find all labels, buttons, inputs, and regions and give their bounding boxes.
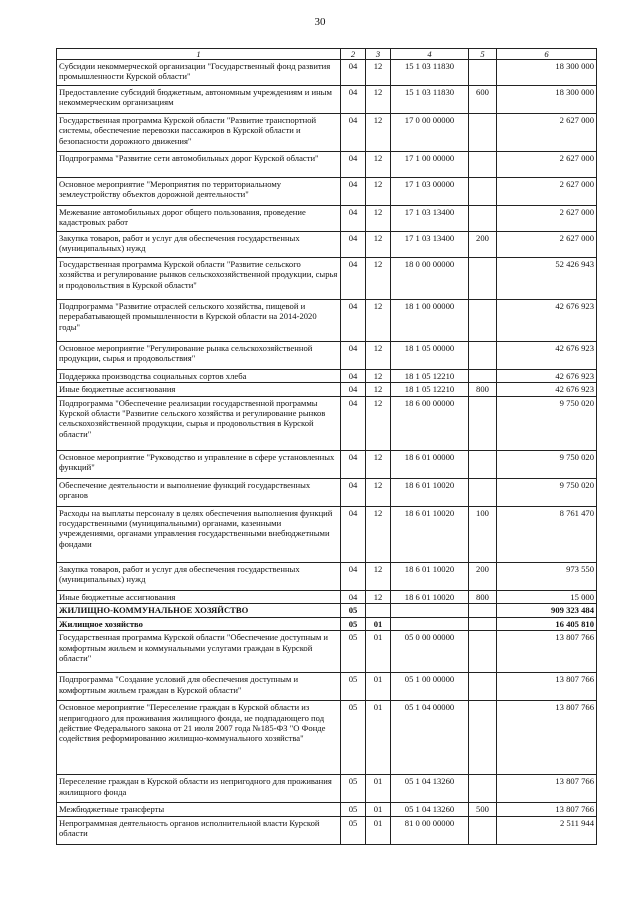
row-section-cell: 04	[341, 114, 366, 152]
row-target-article-cell: 17 1 03 00000	[391, 178, 469, 206]
row-name-cell: Государственная программа Курской области "Обеспечение доступным и комфортным жильем и коммунальными услугами граждан в Курской области"	[57, 631, 341, 673]
row-name-cell: Жилищное хозяйство	[57, 617, 341, 630]
table-body	[57, 60, 597, 845]
row-subsection-cell: 12	[366, 370, 391, 383]
row-expense-type-cell	[469, 816, 497, 844]
row-amount-cell: 9 750 020	[497, 450, 597, 478]
table-row	[57, 673, 597, 701]
table-row	[57, 86, 597, 114]
row-subsection-cell: 01	[366, 673, 391, 701]
row-section-cell: 05	[341, 673, 366, 701]
row-section-cell: 04	[341, 383, 366, 396]
row-amount-cell: 13 807 766	[497, 631, 597, 673]
row-target-article-cell: 05 1 04 13260	[391, 775, 469, 803]
row-section-cell: 05	[341, 803, 366, 816]
row-subsection-cell: 12	[366, 258, 391, 300]
row-target-article-cell: 05 0 00 00000	[391, 631, 469, 673]
row-expense-type-cell	[469, 673, 497, 701]
header-col-4: 4	[391, 49, 469, 60]
row-target-article-cell: 17 0 00 00000	[391, 114, 469, 152]
row-target-article-cell: 05 1 04 00000	[391, 701, 469, 775]
row-subsection-cell: 12	[366, 86, 391, 114]
row-amount-cell: 52 426 943	[497, 258, 597, 300]
row-subsection-cell: 12	[366, 478, 391, 506]
row-expense-type-cell	[469, 450, 497, 478]
row-name-cell: ЖИЛИЩНО-КОММУНАЛЬНОЕ ХОЗЯЙСТВО	[57, 603, 341, 617]
row-target-article-cell: 18 6 01 00000	[391, 450, 469, 478]
row-target-article-cell: 18 6 01 10020	[391, 478, 469, 506]
row-subsection-cell: 12	[366, 152, 391, 178]
row-expense-type-cell	[469, 603, 497, 617]
row-target-article-cell: 05 1 04 13260	[391, 803, 469, 816]
row-amount-cell: 2 627 000	[497, 206, 597, 232]
row-target-article-cell: 18 0 00 00000	[391, 258, 469, 300]
row-name-cell: Предоставление субсидий бюджетным, автономным учреждениям и иным некоммерческим организациям	[57, 86, 341, 114]
row-expense-type-cell	[469, 342, 497, 370]
table-row	[57, 60, 597, 86]
row-section-cell: 04	[341, 206, 366, 232]
row-name-cell: Иные бюджетные ассигнования	[57, 383, 341, 396]
row-name-cell: Основное мероприятие "Регулирование рынка сельскохозяйственной продукции, сырья и продовольствия"	[57, 342, 341, 370]
row-subsection-cell: 01	[366, 701, 391, 775]
row-amount-cell: 8 761 470	[497, 506, 597, 562]
row-amount-cell: 13 807 766	[497, 673, 597, 701]
row-name-cell: Непрограммная деятельность органов исполнительной власти Курской области	[57, 816, 341, 844]
row-subsection-cell: 12	[366, 60, 391, 86]
row-expense-type-cell: 800	[469, 383, 497, 396]
row-subsection-cell: 12	[366, 114, 391, 152]
page-number: 30	[314, 16, 326, 28]
row-amount-cell: 2 627 000	[497, 152, 597, 178]
row-expense-type-cell: 100	[469, 506, 497, 562]
row-name-cell: Закупка товаров, работ и услуг для обеспечения государственных (муниципальных) нужд	[57, 232, 341, 258]
row-name-cell: Субсидии некоммерческой организации "Государственный фонд развития промышленности Курской области"	[57, 60, 341, 86]
row-target-article-cell: 18 1 05 00000	[391, 342, 469, 370]
row-expense-type-cell	[469, 478, 497, 506]
row-subsection-cell: 12	[366, 506, 391, 562]
row-section-cell: 04	[341, 86, 366, 114]
table-row	[57, 396, 597, 450]
row-target-article-cell: 18 6 00 00000	[391, 396, 469, 450]
row-target-article-cell: 17 1 03 13400	[391, 232, 469, 258]
table-header-row	[57, 49, 597, 60]
table-row	[57, 562, 597, 590]
row-amount-cell: 18 300 000	[497, 60, 597, 86]
row-subsection-cell: 12	[366, 206, 391, 232]
table-row	[57, 342, 597, 370]
header-col-3: 3	[366, 49, 391, 60]
row-expense-type-cell	[469, 60, 497, 86]
row-amount-cell: 13 807 766	[497, 803, 597, 816]
row-name-cell: Государственная программа Курской области "Развитие сельского хозяйства и регулирование рынков сельскохозяйственной продукции, сырья и продовольствия в Курской области"	[57, 258, 341, 300]
row-section-cell: 04	[341, 60, 366, 86]
row-expense-type-cell	[469, 396, 497, 450]
row-expense-type-cell	[469, 300, 497, 342]
row-target-article-cell: 18 1 00 00000	[391, 300, 469, 342]
header-col-5: 5	[469, 49, 497, 60]
row-subsection-cell: 12	[366, 590, 391, 603]
row-subsection-cell: 12	[366, 450, 391, 478]
row-expense-type-cell: 200	[469, 562, 497, 590]
table-row	[57, 114, 597, 152]
row-section-cell: 05	[341, 701, 366, 775]
row-expense-type-cell	[469, 206, 497, 232]
row-expense-type-cell: 800	[469, 590, 497, 603]
table-row	[57, 603, 597, 617]
row-amount-cell: 42 676 923	[497, 300, 597, 342]
table-row	[57, 631, 597, 673]
row-target-article-cell: 18 6 01 10020	[391, 506, 469, 562]
row-section-cell: 05	[341, 631, 366, 673]
row-subsection-cell: 01	[366, 816, 391, 844]
table-row	[57, 701, 597, 775]
row-target-article-cell: 18 1 05 12210	[391, 383, 469, 396]
header-col-6: 6	[497, 49, 597, 60]
row-expense-type-cell	[469, 701, 497, 775]
row-subsection-cell: 01	[366, 617, 391, 630]
row-target-article-cell: 17 1 00 00000	[391, 152, 469, 178]
row-section-cell: 05	[341, 617, 366, 630]
row-amount-cell: 15 000	[497, 590, 597, 603]
row-expense-type-cell	[469, 114, 497, 152]
row-section-cell: 04	[341, 478, 366, 506]
row-section-cell: 04	[341, 258, 366, 300]
row-section-cell: 04	[341, 590, 366, 603]
table-row	[57, 775, 597, 803]
row-section-cell: 04	[341, 232, 366, 258]
row-expense-type-cell: 600	[469, 86, 497, 114]
row-subsection-cell: 12	[366, 383, 391, 396]
row-name-cell: Основное мероприятие "Мероприятия по территориальному землеустройству объектов дорожной деятельности"	[57, 178, 341, 206]
row-subsection-cell: 12	[366, 396, 391, 450]
row-amount-cell: 13 807 766	[497, 775, 597, 803]
row-name-cell: Поддержка производства социальных сортов хлеба	[57, 370, 341, 383]
row-name-cell: Иные бюджетные ассигнования	[57, 590, 341, 603]
row-subsection-cell: 01	[366, 775, 391, 803]
row-section-cell: 05	[341, 816, 366, 844]
table-row	[57, 152, 597, 178]
table-row	[57, 178, 597, 206]
table-row	[57, 258, 597, 300]
row-expense-type-cell	[469, 370, 497, 383]
row-target-article-cell	[391, 603, 469, 617]
row-section-cell: 04	[341, 506, 366, 562]
table-row	[57, 506, 597, 562]
row-amount-cell: 909 323 484	[497, 603, 597, 617]
row-section-cell: 05	[341, 775, 366, 803]
table-row	[57, 232, 597, 258]
table-row	[57, 370, 597, 383]
row-amount-cell: 42 676 923	[497, 342, 597, 370]
row-amount-cell: 16 405 810	[497, 617, 597, 630]
row-section-cell: 04	[341, 370, 366, 383]
row-expense-type-cell	[469, 152, 497, 178]
row-name-cell: Расходы на выплаты персоналу в целях обеспечения выполнения функций государственными (муниципальными) органами, казенными учреждениями, органами управления государственными внебюджетными фондами	[57, 506, 341, 562]
header-col-1: 1	[57, 49, 341, 60]
row-name-cell: Закупка товаров, работ и услуг для обеспечения государственных (муниципальных) нужд	[57, 562, 341, 590]
row-section-cell: 04	[341, 562, 366, 590]
row-subsection-cell: 12	[366, 300, 391, 342]
row-section-cell: 04	[341, 152, 366, 178]
row-amount-cell: 2 511 944	[497, 816, 597, 844]
row-name-cell: Подпрограмма "Обеспечение реализации государственной программы Курской области "Развитие сельского хозяйства и регулирование рынков сельскохозяйственной продукции, сырья и продовольствия в Курской области"	[57, 396, 341, 450]
row-expense-type-cell	[469, 617, 497, 630]
row-expense-type-cell	[469, 631, 497, 673]
row-target-article-cell: 18 1 05 12210	[391, 370, 469, 383]
row-subsection-cell	[366, 603, 391, 617]
row-section-cell: 04	[341, 178, 366, 206]
table-row	[57, 478, 597, 506]
row-expense-type-cell: 200	[469, 232, 497, 258]
row-amount-cell: 42 676 923	[497, 383, 597, 396]
row-name-cell: Переселение граждан в Курской области из непригодного для проживания жилищного фонда	[57, 775, 341, 803]
row-name-cell: Межбюджетные трансферты	[57, 803, 341, 816]
row-amount-cell: 9 750 020	[497, 478, 597, 506]
row-amount-cell: 9 750 020	[497, 396, 597, 450]
table-row	[57, 617, 597, 630]
row-expense-type-cell	[469, 258, 497, 300]
table-row	[57, 816, 597, 844]
table-row	[57, 300, 597, 342]
row-name-cell: Основное мероприятие "Руководство и управление в сфере установленных функций"	[57, 450, 341, 478]
row-amount-cell: 973 550	[497, 562, 597, 590]
row-subsection-cell: 01	[366, 631, 391, 673]
row-name-cell: Обеспечение деятельности и выполнение функций государственных органов	[57, 478, 341, 506]
row-name-cell: Государственная программа Курской области "Развитие транспортной системы, обеспечение перевозки пассажиров в Курской области и безопасности дорожного движения"	[57, 114, 341, 152]
row-target-article-cell	[391, 617, 469, 630]
table-row	[57, 590, 597, 603]
row-section-cell: 04	[341, 342, 366, 370]
row-expense-type-cell: 500	[469, 803, 497, 816]
row-name-cell: Подпрограмма "Развитие отраслей сельского хозяйства, пищевой и перерабатывающей промышленности в Курской области на 2014-2020 годы"	[57, 300, 341, 342]
row-amount-cell: 2 627 000	[497, 232, 597, 258]
row-target-article-cell: 17 1 03 13400	[391, 206, 469, 232]
row-section-cell: 04	[341, 300, 366, 342]
row-target-article-cell: 18 6 01 10020	[391, 590, 469, 603]
table-row	[57, 803, 597, 816]
row-subsection-cell: 01	[366, 803, 391, 816]
row-name-cell: Подпрограмма "Создание условий для обеспечения доступным и комфортным жильем граждан в Курской области"	[57, 673, 341, 701]
row-amount-cell: 2 627 000	[497, 178, 597, 206]
row-subsection-cell: 12	[366, 562, 391, 590]
row-target-article-cell: 15 1 03 11830	[391, 86, 469, 114]
budget-table	[56, 48, 597, 845]
row-subsection-cell: 12	[366, 342, 391, 370]
row-amount-cell: 2 627 000	[497, 114, 597, 152]
row-target-article-cell: 81 0 00 00000	[391, 816, 469, 844]
row-section-cell: 04	[341, 450, 366, 478]
row-target-article-cell: 05 1 00 00000	[391, 673, 469, 701]
table-row	[57, 206, 597, 232]
row-section-cell: 04	[341, 396, 366, 450]
row-subsection-cell: 12	[366, 178, 391, 206]
header-col-2: 2	[341, 49, 366, 60]
row-amount-cell: 42 676 923	[497, 370, 597, 383]
row-target-article-cell: 15 1 03 11830	[391, 60, 469, 86]
row-expense-type-cell	[469, 775, 497, 803]
table-row	[57, 450, 597, 478]
row-subsection-cell: 12	[366, 232, 391, 258]
row-section-cell: 05	[341, 603, 366, 617]
row-name-cell: Основное мероприятие "Переселение граждан в Курской области из непригодного для проживания жилищного фонда, не подпадающего под действие Федерального закона от 21 июля 2007 года №185-ФЗ "О Фонде содействия реформированию жилищно-коммунального хозяйства"	[57, 701, 341, 775]
row-name-cell: Межевание автомобильных дорог общего пользования, проведение кадастровых работ	[57, 206, 341, 232]
row-expense-type-cell	[469, 178, 497, 206]
row-amount-cell: 18 300 000	[497, 86, 597, 114]
row-amount-cell: 13 807 766	[497, 701, 597, 775]
row-name-cell: Подпрограмма "Развитие сети автомобильных дорог Курской области"	[57, 152, 341, 178]
row-target-article-cell: 18 6 01 10020	[391, 562, 469, 590]
table-row	[57, 383, 597, 396]
